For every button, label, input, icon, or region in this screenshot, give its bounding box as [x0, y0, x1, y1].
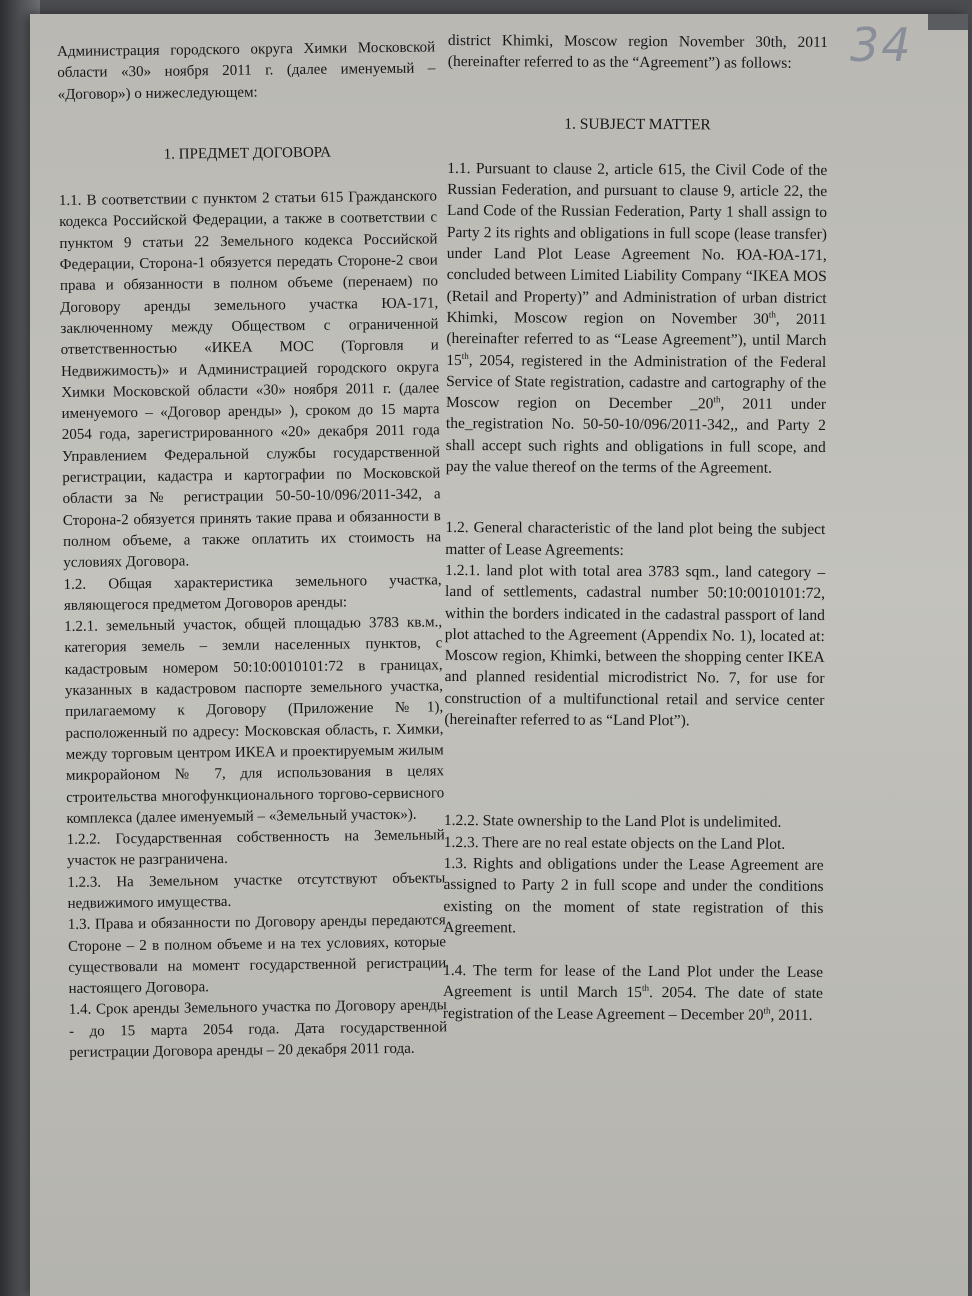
- en-clause-1-4-sup-2: th: [763, 1005, 771, 1016]
- en-clause-1-2-3: 1.2.3. There are no real estate objects on the Land Plot.: [443, 833, 786, 853]
- en-section-1-title: 1. SUBJECT MATTER: [564, 115, 711, 133]
- ru-intro: Администрация городского округа Химки Московской области «30» ноября 2011 г. (далее именуемый – «Договор») о нижеследующем:: [57, 39, 436, 103]
- en-clause-1-1-text-d: , 2011 under the_registration No. 50-50-10/096/2011-342,, and Party 2 shall accept such rights and obligations in full scope, and pay the value thereof on the terms of the Agreement.: [445, 395, 827, 477]
- ru-clause-1-2-2: 1.2.2. Государственная собственность на Земельный участок не разграничена.: [66, 827, 445, 870]
- ru-section-1-title: 1. ПРЕДМЕТ ДОГОВОРА: [163, 144, 332, 163]
- en-clause-1-2-1: 1.2.1. land plot with total area 3783 sqm., land category – land of settlements, cadastral number 50:10:0010101:72, within the borders indicated in the cadastral passport of land plot attached to the Agreement (Appendix No. 1), located at: Moscow region, Khimki, between the shopping center IKEA and planned residential microdistrict No. 7, for use for construction of a multifunctional retail and service center (hereinafter referred to as “Land Plot”).: [444, 561, 826, 730]
- ru-clause-1-1: 1.1. В соответствии с пунктом 2 статьи 615 Гражданского кодекса Российской Федерации, а также в соответствии с пунктом 9 статьи 22 Земельного кодекса Российской Федерации, Сторона-1 обязуется передать Стороне-2 свои права и обязанности в полном объеме (перенаем) по Договору аренды земельного участка ЮА-171, заключенному между Обществом с ограниченной ответственностью «ИКЕА МОС (Торговля и Недвижимость)» и Администрацией городского округа Химки Московской области «30» ноября 2011 г. (далее именуемого – «Договор аренды» ), сроком до 15 марта 2054 года, зарегистрированного «20» декабря 2011 года Управлением Федеральной службы государственной регистрации, кадастра и картографии по Московской области за № регистрации 50-50-10/096/2011-342, а Сторона-2 обязуется принять такие права и обязанности в полном объеме, а также оплатить их стоимость на условиях Договора.: [58, 188, 442, 572]
- en-clause-1-4-text-c: , 2011.: [770, 1006, 813, 1024]
- en-clause-1-1-sup-2: th: [461, 350, 469, 361]
- en-clause-1-4-sup-1: th: [641, 983, 650, 994]
- en-clause-1-4-text-b: . 2054. The date of state registration of the Lease Agreement – December 20: [442, 984, 824, 1024]
- en-clause-1-1-sup-1: th: [768, 309, 776, 320]
- en-clause-1-1: [446, 158, 828, 479]
- ru-clause-1-3: 1.3. Права и обязанности по Договору аренды передаются Стороне – 2 в полном объеме и на тех условиях, которые существовали на момент государственной регистрации настоящего Договора.: [67, 912, 447, 998]
- page-corner-shadow: [928, 14, 968, 30]
- en-clause-1-1-text-a: 1.1. Pursuant to clause 2, article 615, the Civil Code of the Russian Federation, and pursuant to clause 9, article 22, the Land Code of the Russian Federation, Party 1 shall assign to Party 2 its rights and obligations in full scope (lease transfer) under Land Plot Lease Agreement No. ЮА-ЮА-171, concluded between Limited Liability Company “IKEA MOS (Retail and Property)” and Administration of urban district Khimki, Moscow region on November 30: [446, 159, 828, 328]
- en-clause-1-4-text-a: 1.4. The term for lease of the Land Plot under the Lease Agreement is until March 15: [442, 962, 824, 1002]
- ru-clause-1-2: 1.2. Общая характеристика земельного участка, являющегося предметом Договоров аренды:: [63, 571, 442, 614]
- russian-column: [57, 37, 447, 1064]
- en-clause-1-1-text-c: , 2054, registered in the Administration of the Federal Service of State registration, cadastre and cartography of the Moscow region on December _20: [446, 351, 827, 413]
- handwritten-page-number: 34: [850, 18, 913, 72]
- ru-clause-1-4: 1.4. Срок аренды Земельного участка по Договору аренды - до 15 марта 2054 года. Дата государственной регистрации Договора аренды – 20 декабря 2011 года.: [68, 997, 448, 1061]
- en-clause-1-4: [443, 960, 823, 1026]
- ru-clause-1-2-3: 1.2.3. На Земельном участке отсутствуют объекты недвижимого имущества.: [67, 870, 446, 912]
- en-clause-1-2-2: 1.2.2. State ownership to the Land Plot is undelimited.: [443, 812, 782, 832]
- en-clause-1-1-sup-3: th: [713, 394, 721, 405]
- en-intro: district Khimki, Moscow region November 30th, 2011 (hereinafter referred to as the “Agreement”) as follows:: [447, 31, 828, 73]
- en-clause-1-3: 1.3. Rights and obligations under the Lease Agreement are assigned to Party 2 in full scope and under the conditions existing on the moment of state registration of this Agreement.: [443, 854, 824, 937]
- en-clause-1-1-text-b: , 2011 (hereinafter referred to as “Lease Agreement”), until March 15: [446, 310, 827, 369]
- english-column: [443, 30, 828, 1026]
- ru-clause-1-2-1: 1.2.1. земельный участок, общей площадью 3783 кв.м., категория земель – земли населенных пунктов, с кадастровым номером 50:10:0010101:72 в границах, указанных в кадастровом паспорте земельного участка, прилагаемому к Договору (Приложение №1), расположенный по адресу: Московская область, г. Химки, между торговым центром ИКЕА и проектируемым жилым микрорайоном № 7, для использования в целях строительства многофункционального торгово-сервисного комплекса (далее именуемый – «Земельный участок»).: [64, 614, 445, 827]
- en-clause-1-2: 1.2. General characteristic of the land plot being the subject matter of Lease Agreements:: [445, 519, 826, 559]
